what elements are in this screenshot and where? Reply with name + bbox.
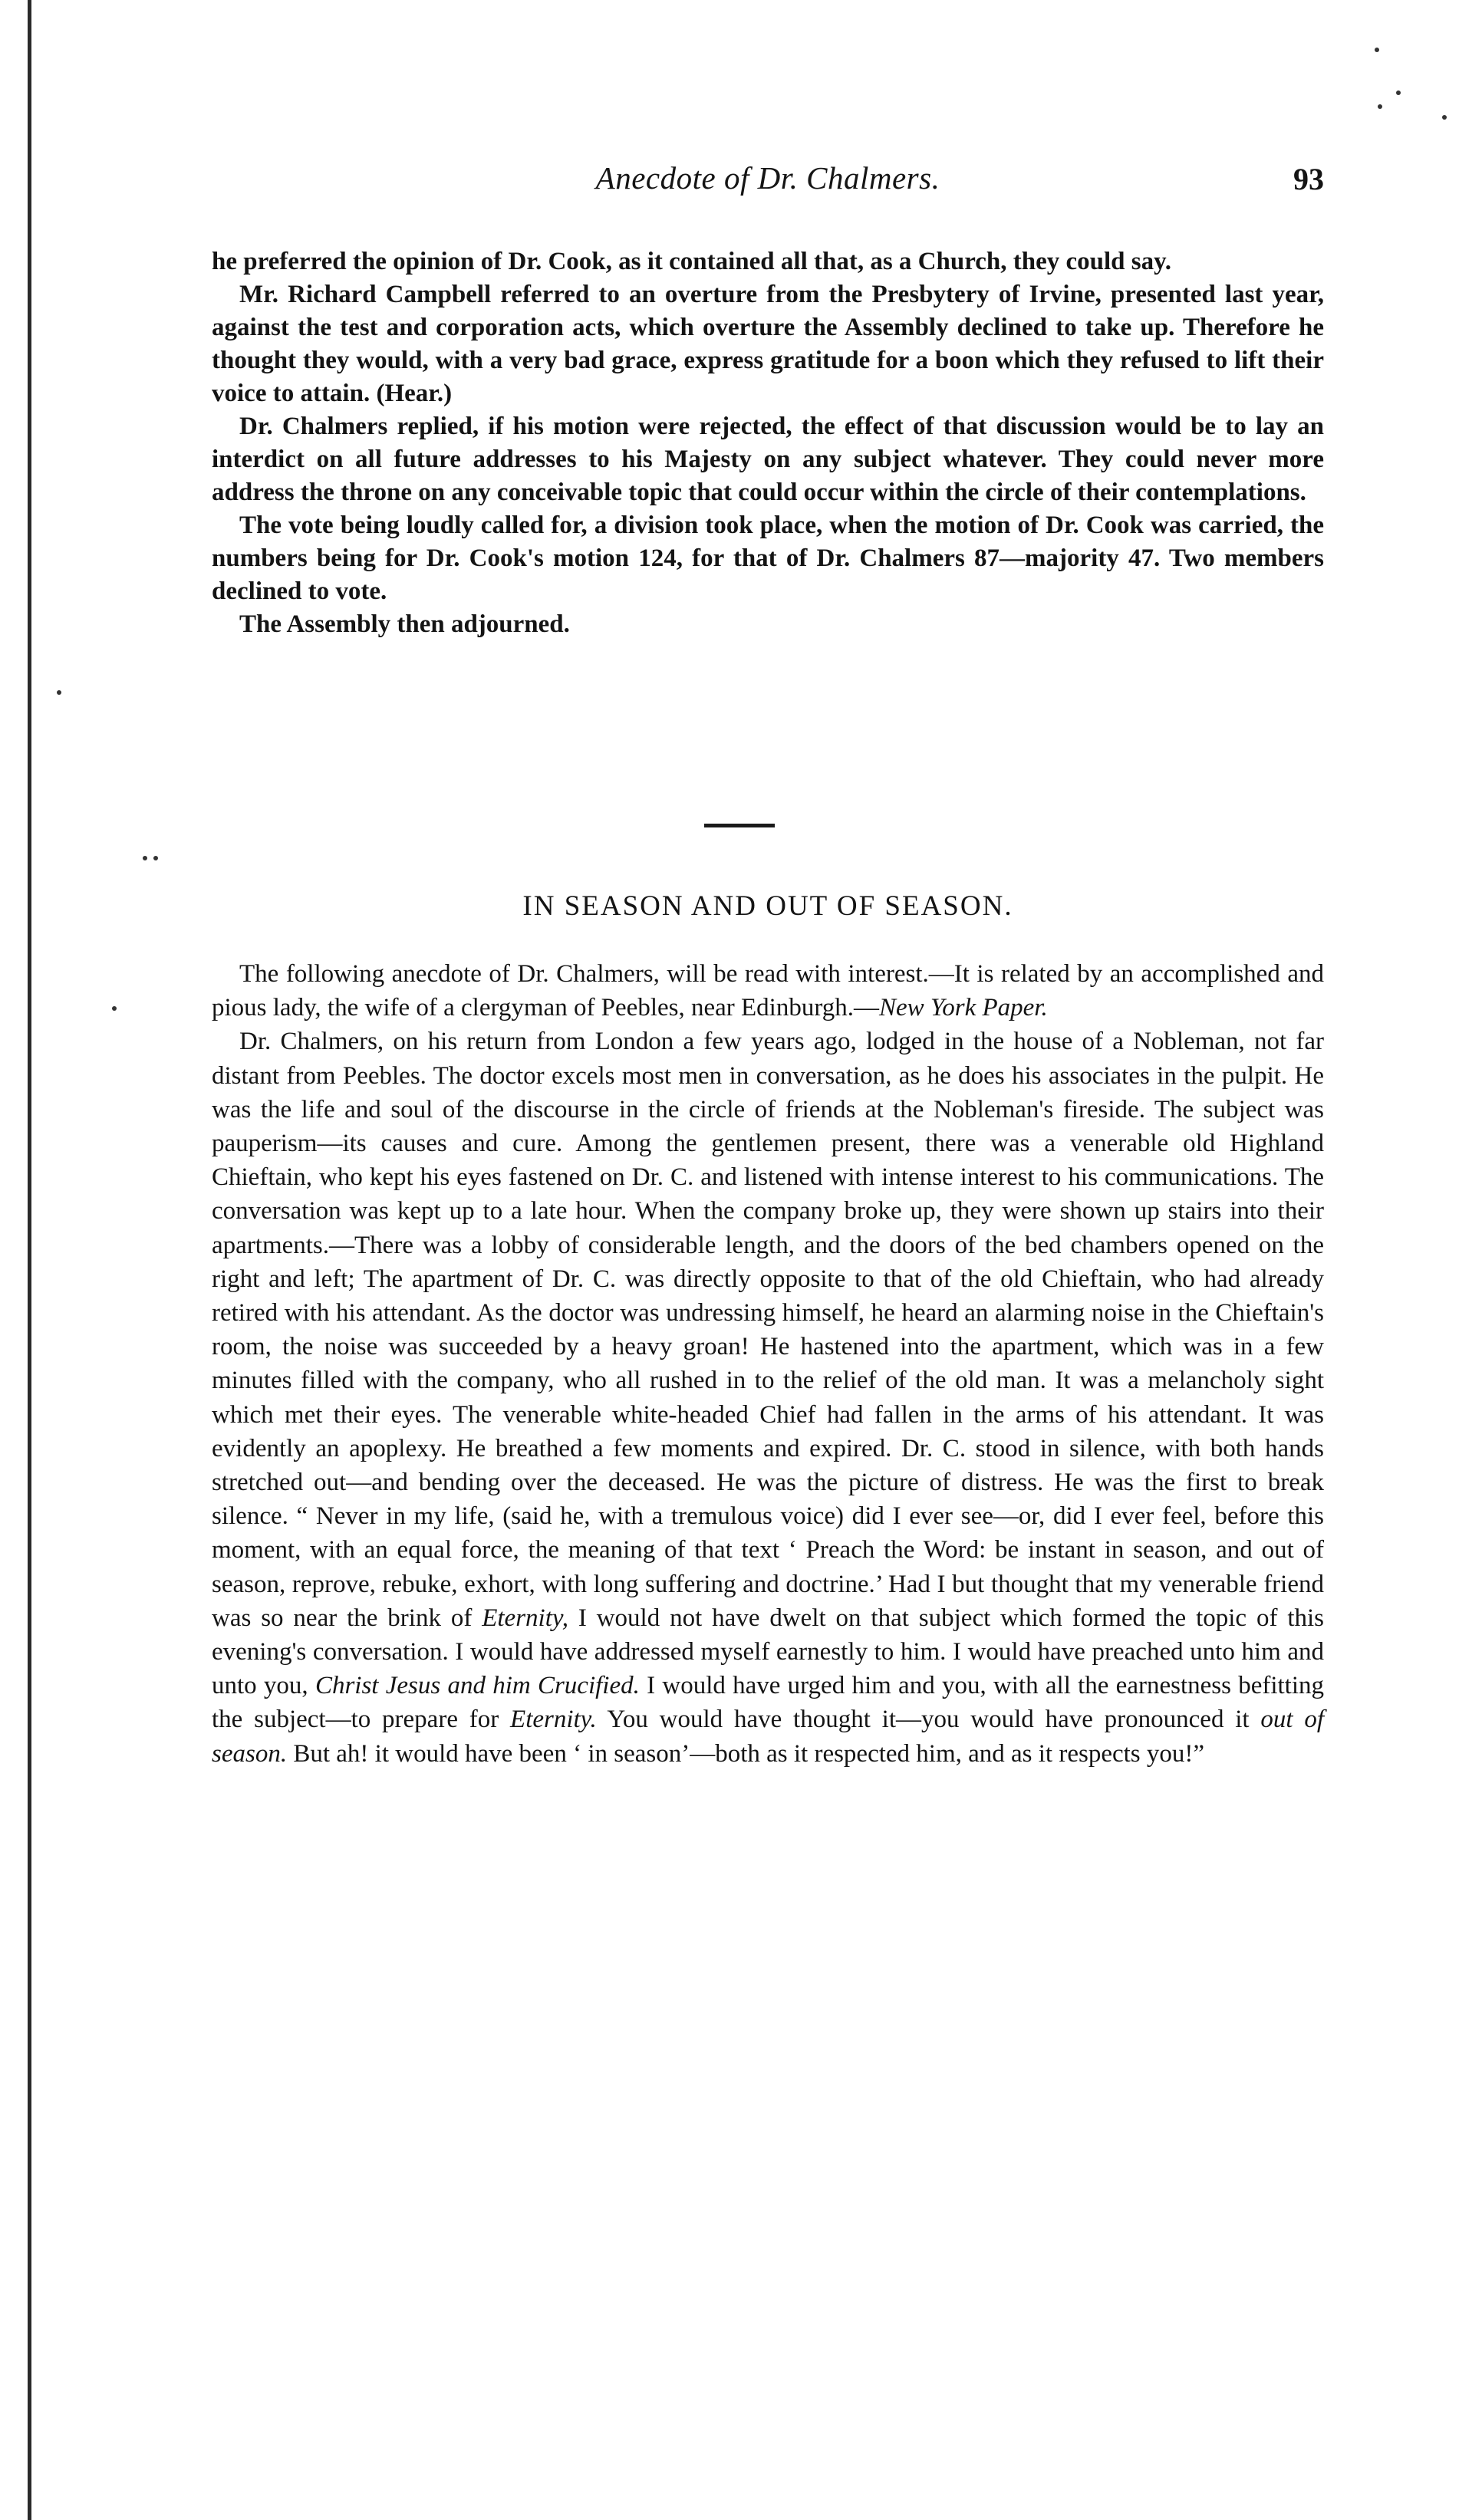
- story-emphasis: Eternity.: [510, 1706, 597, 1734]
- running-title: Anecdote of Dr. Chalmers.: [595, 160, 940, 196]
- story-text: I would not have dwelt on that subject which formed the topic of this evening's conversation. I would have addressed myself earnestly to him. I would have preached unto him and unto you,: [212, 1604, 1324, 1700]
- anecdote-body: [212, 957, 1324, 1771]
- story-text: I would have urged him and you, with all the earnestness befitting the subject—to prepare for: [212, 1672, 1325, 1734]
- intro-paragraph: [212, 957, 1324, 1025]
- story-text: You would have thought it—you would have pronounced it: [596, 1706, 1261, 1734]
- page-number: 93: [1293, 162, 1324, 196]
- page-speck: [143, 856, 147, 860]
- report-paragraph: The vote being loudly called for, a division took place, when the motion of Dr. Cook was carried, the numbers being for Dr. Cook's motion 124, for that of Dr. Chalmers 87—majority 47. Two members declined to vote.: [212, 512, 1324, 605]
- page-speck: [1442, 115, 1447, 120]
- page-speck: [1378, 104, 1382, 109]
- report-paragraph: Mr. Richard Campbell referred to an overture from the Presbytery of Irvine, presented last year, against the test and corporation acts, which overture the Assembly declined to take up. Therefore he thought they would, with a very bad grace, express gratitude for a boon which they refused to lift their voice to attain. (Hear.): [212, 281, 1324, 407]
- page-speck: [112, 1006, 117, 1011]
- intro-source: New York Paper.: [879, 994, 1048, 1022]
- page-speck: [1396, 90, 1401, 95]
- section-heading: IN SEASON AND OUT OF SEASON.: [522, 890, 1013, 922]
- story-text: But ah! it would have been ‘ in season’—both as it respected him, and as it respects you!”: [287, 1739, 1205, 1768]
- report-paragraph: he preferred the opinion of Dr. Cook, as it contained all that, as a Church, they could say.: [212, 248, 1172, 275]
- story-emphasis: Christ Jesus and him Crucified.: [315, 1672, 640, 1700]
- page-speck: [1375, 48, 1379, 52]
- page-binding-edge: [28, 0, 31, 2520]
- story-paragraph: [212, 1025, 1324, 1770]
- story-emphasis: Eternity,: [482, 1604, 568, 1632]
- page-speck: [153, 856, 158, 860]
- report-paragraph: The Assembly then adjourned.: [239, 610, 570, 638]
- story-emphasis: out of season.: [212, 1706, 1325, 1768]
- page-speck: [57, 690, 61, 695]
- story-text: Dr. Chalmers, on his return from London a few years ago, lodged in the house of a Nobleman, not far distant from Peebles. The doctor excels most men in conversation, as he does his associates in the pulpit. He was the life and soul of the discourse in the circle of friends at the Nobleman's fireside. The subject was pauperism—its causes and cure. Among the gentlemen present, there was a venerable old Highland Chieftain, who kept his eyes fastened on Dr. C. and listened with intense interest to his communications. The conversation was kept up to a late hour. When the company broke up, they were shown up stairs into their apartments.—There was a lobby of considerable length, and the doors of the bed chambers opened on the right and left; The apartment of Dr. C. was directly opposite to that of the old Chieftain, who had already retired with his attendant. As the doctor was undressing himself, he heard an alarming noise in the Chieftain's room, the noise was succeeded by a heavy groan! He hastened into the apartment, which was in a few minutes filled with the company, who all rushed in to the relief of the old man. It was a melancholy sight which met their eyes. The venerable white-headed Chief had fallen in the arms of his attendant. It was evidently an apoplexy. He breathed a few moments and expired. Dr. C. stood in silence, with both hands stretched out—and bending over the deceased. He was the picture of distress. He was the first to break silence. “ Never in my life, (said he, with a tremulous voice) did I ever see—or, did I ever feel, before this moment, with an equal force, the meaning of that text ‘ Preach the Word: be instant in season, and out of season, reprove, rebuke, exhort, with long suffering and doctrine.’ Had I but thought that my venerable friend was so near the brink of: [212, 1028, 1324, 1632]
- intro-text: The following anecdote of Dr. Chalmers, will be read with interest.—It is related by an accomplished and pious lady, the wife of a clergyman of Peebles, near Edinburgh.—: [212, 960, 1324, 1022]
- page-header: [212, 160, 1324, 206]
- assembly-report: [212, 245, 1324, 641]
- section-divider: [704, 824, 775, 827]
- report-paragraph: Dr. Chalmers replied, if his motion were rejected, the effect of that discussion would be to lay an interdict on all future addresses to his Majesty on any subject whatever. They could never more address the throne on any conceivable topic that could occur within the circle of their contemplations.: [212, 413, 1324, 506]
